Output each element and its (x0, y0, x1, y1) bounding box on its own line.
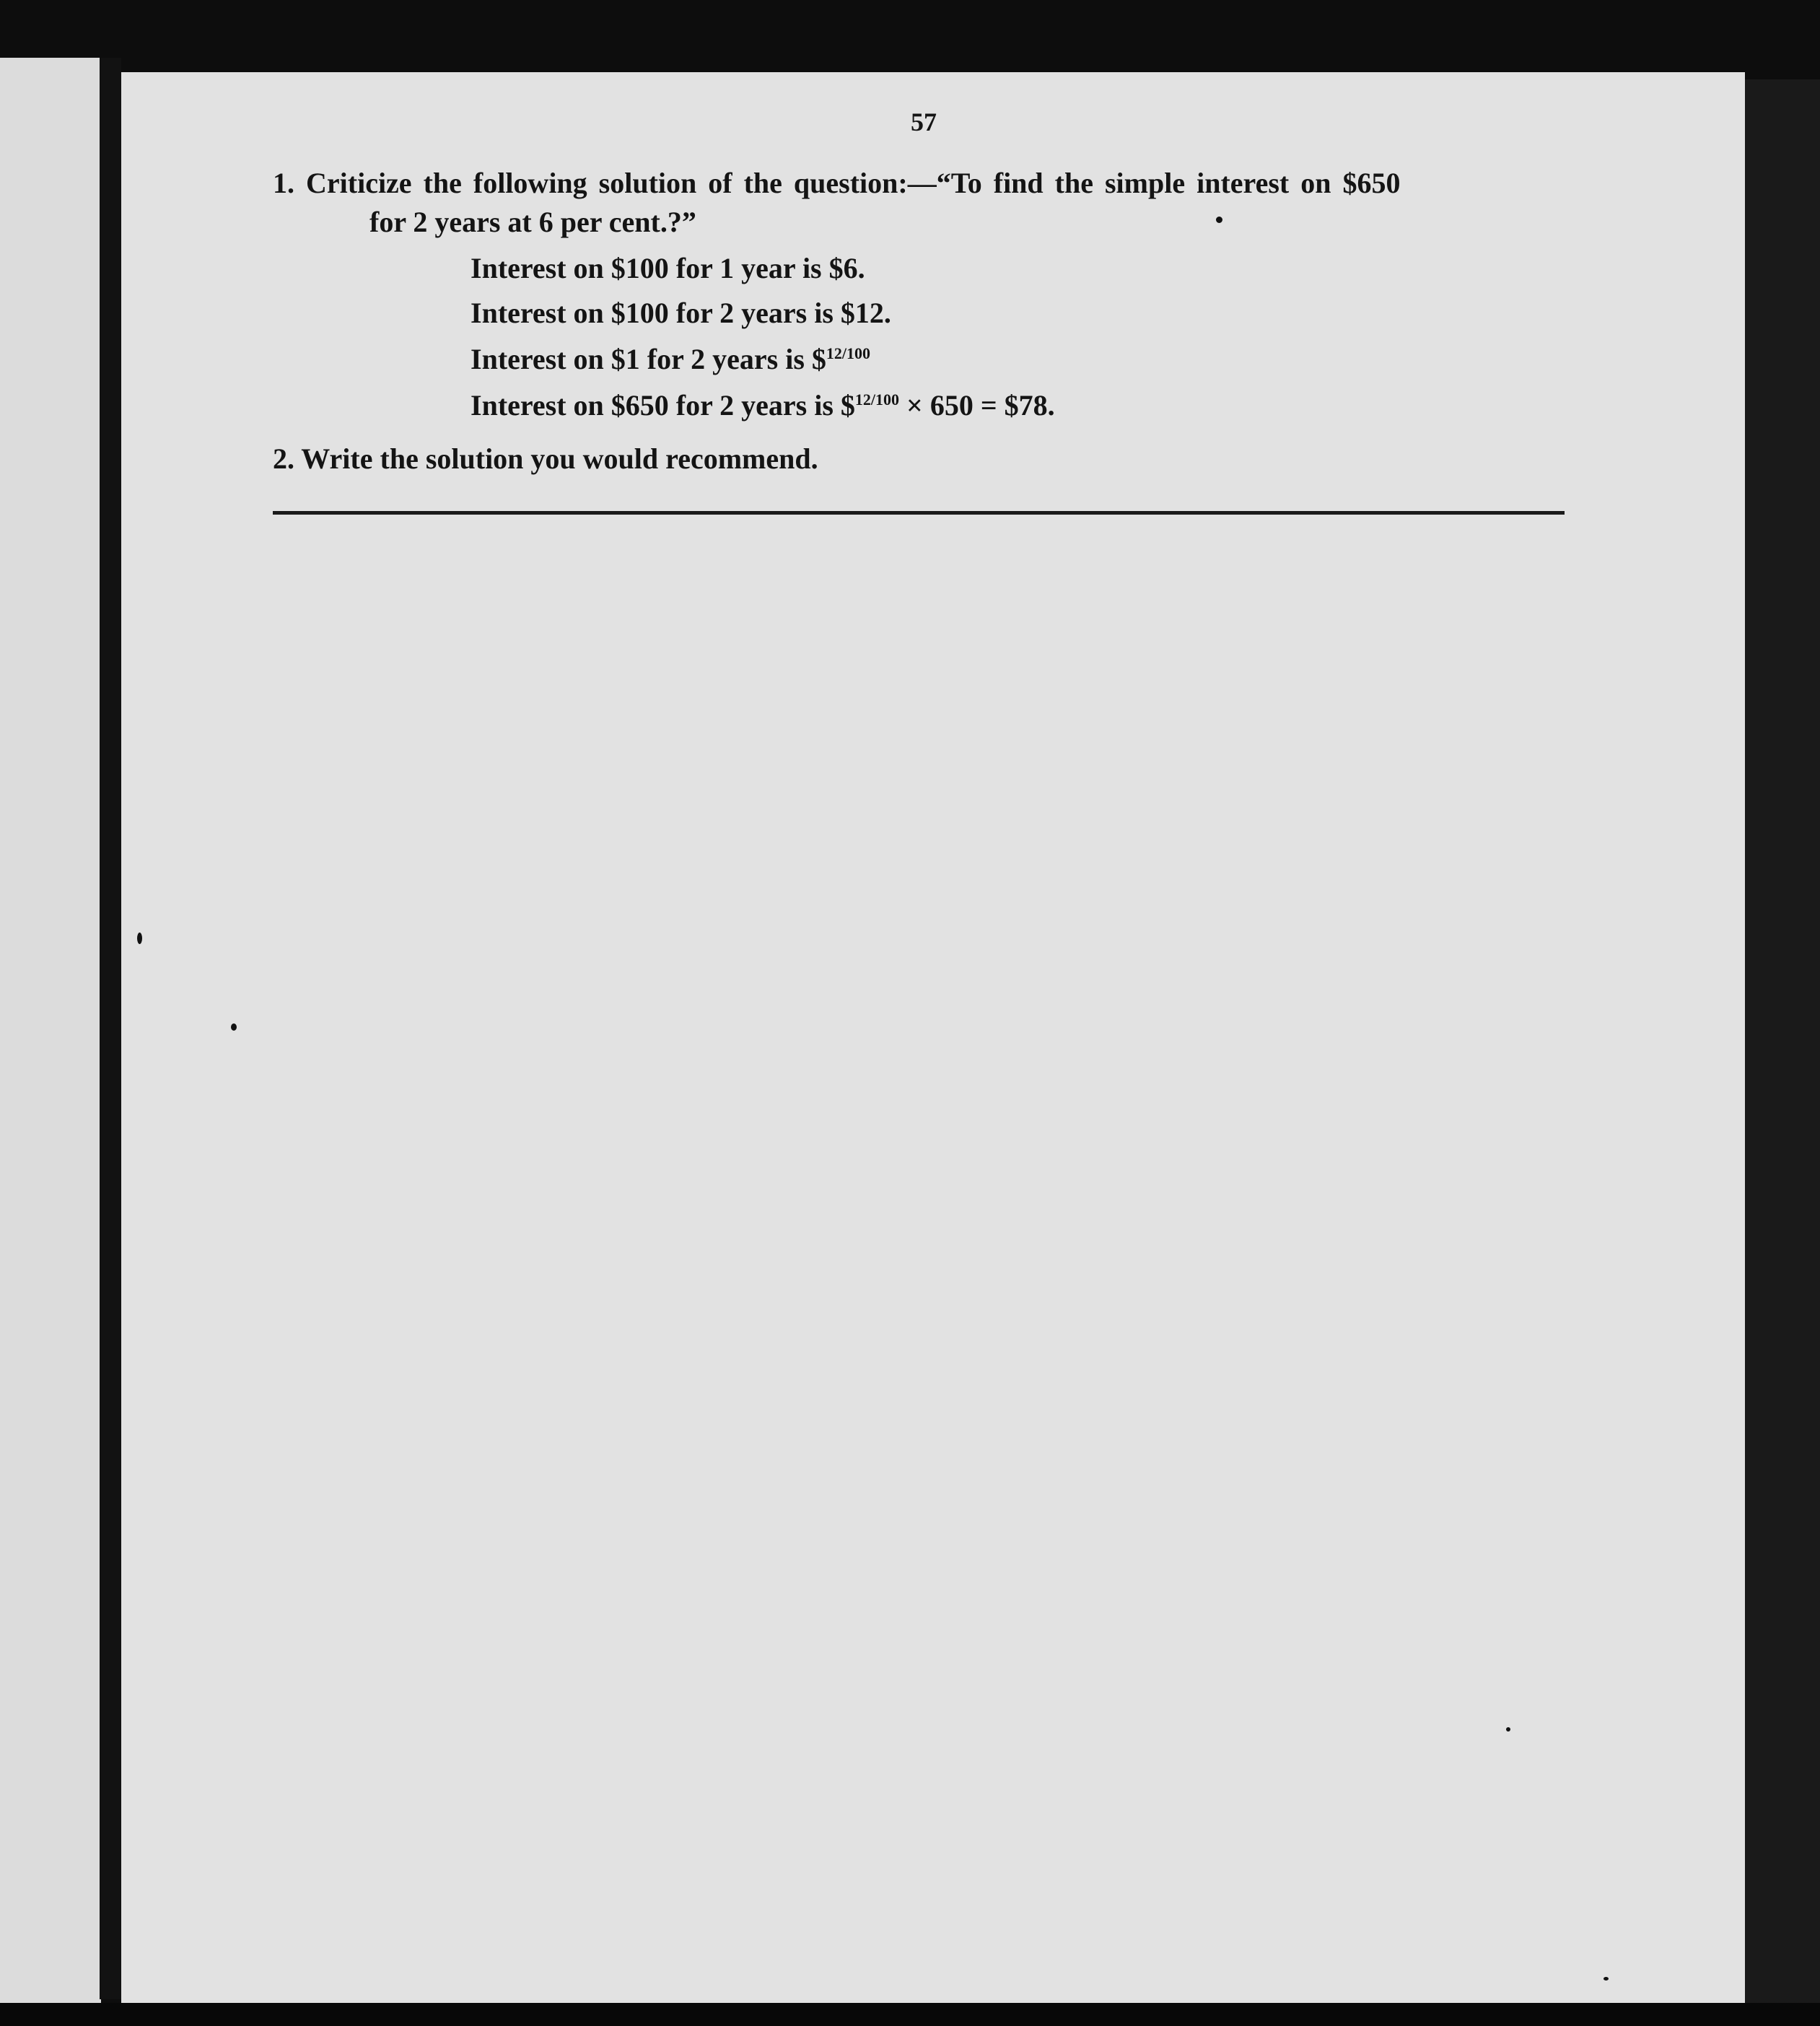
calculation-line-3-text: Interest on $1 for 2 years is $ (471, 343, 826, 375)
ink-speck (1216, 217, 1222, 223)
calculation-line-1: Interest on $100 for 1 year is $6. (471, 252, 865, 284)
ink-speck (1506, 1727, 1510, 1732)
question-2: 2. Write the solution you would recommend. (273, 442, 818, 475)
left-page-edge (0, 58, 101, 2007)
right-page-edge (1745, 79, 1820, 2026)
ink-speck (1604, 1977, 1609, 1981)
page-sheet (121, 72, 1745, 2003)
calculation-line-2: Interest on $100 for 2 years is $12. (471, 297, 891, 329)
calculation-line-4-fraction: 12/100 (854, 390, 900, 409)
calculation-line-4-text: Interest on $650 for 2 years is $ (471, 389, 855, 422)
question-1-line-2: for 2 years at 6 per cent.?” (369, 206, 696, 238)
horizontal-rule (273, 511, 1565, 515)
ink-speck (231, 1023, 237, 1031)
calculation-line-4 (471, 388, 1055, 422)
question-1-line-1: 1. Criticize the following solution of the question:—“To find the simple interest on $650 (273, 167, 1401, 199)
calculation-line-4-tail: × 650 = $78. (906, 389, 1055, 422)
bottom-edge (0, 2003, 1820, 2026)
calculation-line-3-fraction: 12/100 (826, 344, 871, 362)
binding-gutter (100, 58, 121, 1999)
page-number: 57 (911, 108, 937, 136)
ink-speck (137, 933, 142, 944)
calculation-line-3 (471, 342, 870, 376)
